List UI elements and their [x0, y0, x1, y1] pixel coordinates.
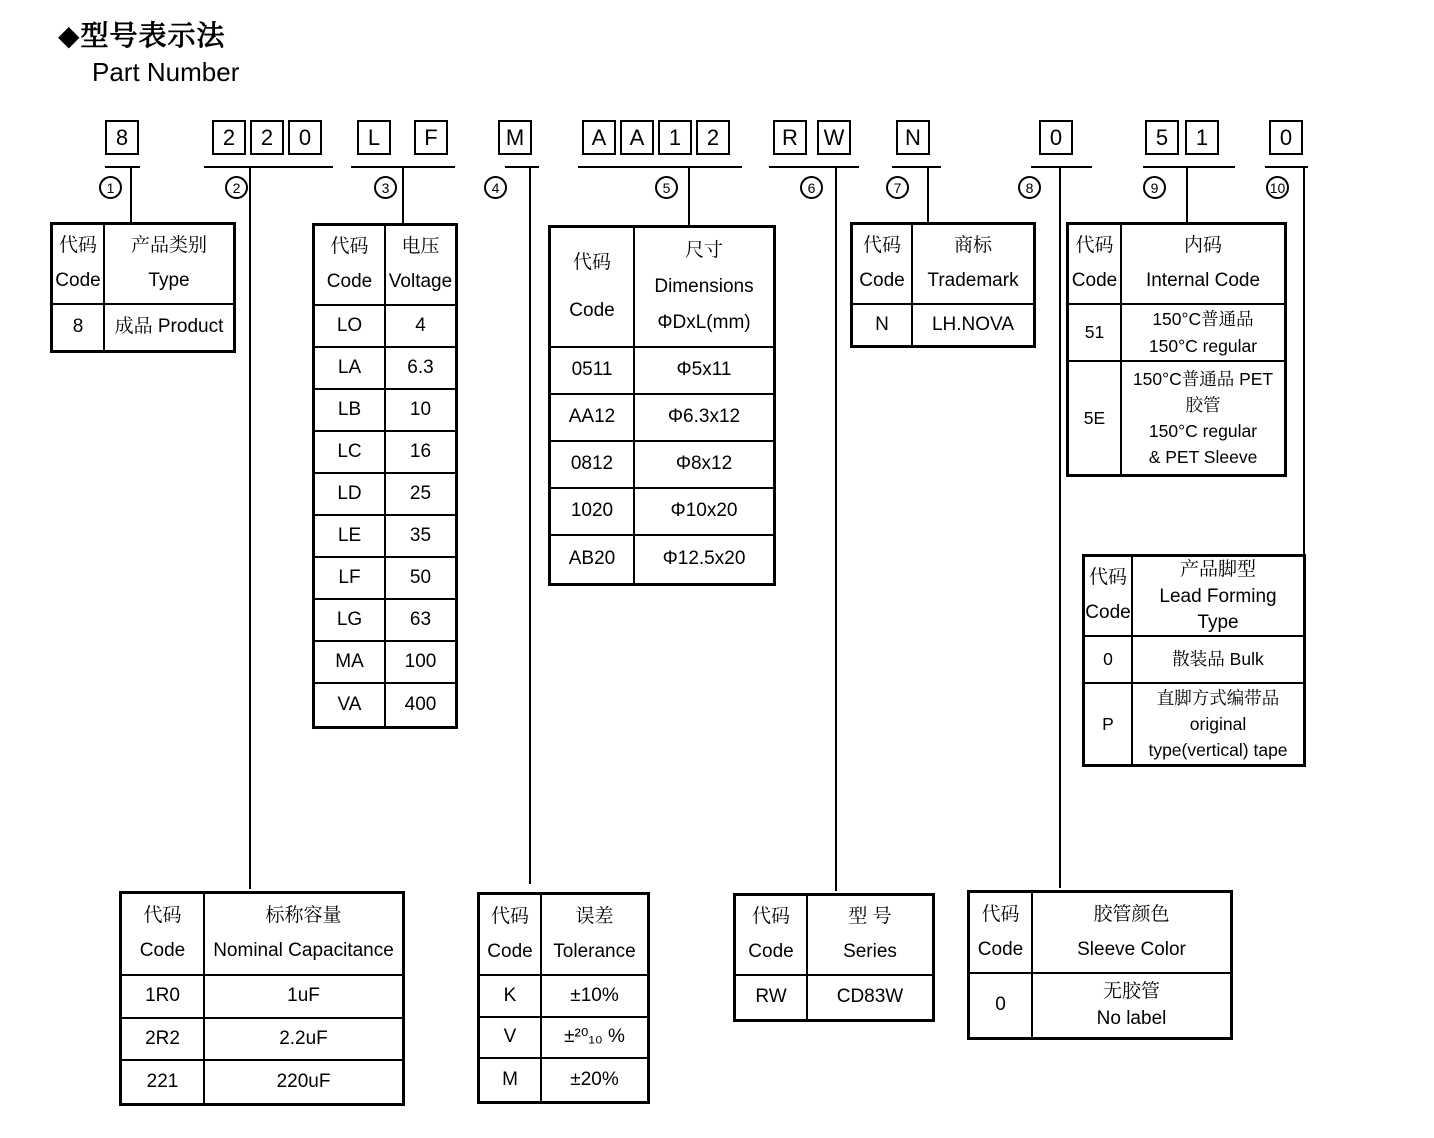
table-text: Nominal Capacitance	[213, 940, 394, 962]
connector-line	[249, 167, 251, 889]
table-text: M	[502, 1068, 518, 1090]
group-underline	[105, 166, 140, 168]
table-header-cell	[1033, 893, 1230, 972]
table-text: 150°C regular	[1148, 421, 1258, 441]
table-cell	[315, 642, 386, 682]
table-text: 胶管	[1185, 394, 1221, 415]
table-header-cell	[853, 225, 913, 303]
part-number-box: 0	[1039, 120, 1073, 155]
table-text: & PET Sleeve	[1148, 447, 1258, 468]
table-row	[315, 516, 455, 558]
table-cell	[542, 1059, 647, 1101]
table-text: LF	[338, 566, 361, 588]
table-text: Lead Forming	[1159, 585, 1277, 607]
table-text: Φ10x20	[670, 500, 738, 522]
table-cell	[635, 395, 773, 440]
group-number-badge: 4	[484, 176, 507, 199]
table-cell	[551, 536, 635, 583]
table-text: 63	[409, 608, 432, 630]
table-header-cell	[480, 895, 542, 974]
table-text: 220uF	[276, 1070, 331, 1092]
table-cell	[315, 600, 386, 640]
table-cell	[315, 432, 386, 472]
table-text: MA	[335, 650, 364, 672]
table-text: 成品 Product	[114, 316, 224, 338]
table-text: 150°C regular	[1148, 335, 1258, 356]
table-row	[315, 432, 455, 474]
table-text: 型 号	[848, 906, 892, 928]
table-cell	[1122, 305, 1284, 360]
table-text: AB20	[568, 548, 616, 570]
table-text: Type	[1197, 612, 1239, 634]
part-number-box: A	[620, 120, 654, 155]
table-text: original	[1189, 713, 1247, 734]
table-text: 0511	[571, 359, 613, 381]
table-text: Code	[977, 938, 1024, 960]
table-text: Code	[1071, 270, 1118, 292]
group-number-badge: 5	[655, 176, 678, 199]
table-text: Code	[55, 270, 101, 292]
table-text: Code	[487, 940, 533, 962]
group-number-badge: 10	[1266, 176, 1289, 199]
table-header-row	[122, 894, 402, 976]
table-text: Code	[569, 299, 615, 321]
table-text: 代码	[143, 904, 182, 926]
table-text: 100	[404, 650, 437, 672]
table-row	[853, 305, 1033, 345]
table-text: 标称容量	[265, 904, 342, 926]
group-underline	[1265, 166, 1308, 168]
table-text: CD83W	[836, 986, 904, 1008]
table-text: 0812	[570, 453, 614, 475]
table-cell	[1069, 362, 1122, 474]
table-header-cell	[122, 894, 205, 974]
table-cell	[551, 489, 635, 534]
table-header-cell	[808, 896, 932, 974]
table-cell	[1069, 305, 1122, 360]
part-number-box: W	[817, 120, 851, 155]
table-text: VA	[337, 693, 362, 715]
table-text: ±10%	[570, 984, 619, 1006]
table-text: 150°C普通品	[1152, 309, 1254, 330]
table-row	[970, 974, 1230, 1037]
table-text: ±20%	[570, 1068, 619, 1090]
table-cell	[386, 432, 455, 472]
table-header-cell	[913, 225, 1033, 303]
group-number-badge: 7	[886, 176, 909, 199]
group-underline	[505, 166, 539, 168]
table-cell	[386, 348, 455, 388]
table-header-cell	[1069, 225, 1122, 303]
connector-line	[835, 167, 837, 891]
group-underline	[1031, 166, 1092, 168]
part-number-box: F	[414, 120, 448, 155]
table-text: 51	[1084, 322, 1105, 343]
part-number-box: 1	[1185, 120, 1219, 155]
table-text: Sleeve Color	[1077, 938, 1186, 960]
page-title-chinese: ◆型号表示法	[58, 20, 226, 51]
table-cell	[386, 600, 455, 640]
table-cell	[53, 305, 105, 350]
table-cell	[1085, 684, 1133, 764]
table-row	[551, 348, 773, 395]
connector-line	[927, 167, 929, 222]
table-text: 内码	[1183, 235, 1222, 257]
table-text: 2R2	[145, 1027, 180, 1049]
table-header-cell	[1085, 557, 1133, 635]
table-cell	[105, 305, 233, 350]
table-text: 误差	[575, 905, 614, 927]
group-number-badge: 3	[374, 176, 397, 199]
table-row	[315, 348, 455, 390]
table-text: 4	[415, 314, 426, 336]
table-cell	[913, 305, 1033, 345]
table-internal-code	[1066, 222, 1287, 477]
group-number-badge: 2	[225, 176, 248, 199]
table-text: 5E	[1083, 407, 1106, 428]
table-text: LB	[337, 398, 362, 420]
table-text: 0	[995, 994, 1006, 1016]
table-cell	[736, 976, 808, 1019]
table-text: Tolerance	[553, 940, 636, 962]
table-row	[551, 489, 773, 536]
table-cell	[122, 1019, 205, 1059]
table-header-cell	[1122, 225, 1284, 303]
table-text: 商标	[953, 235, 992, 257]
part-number-box: N	[896, 120, 930, 155]
table-text: LC	[337, 440, 362, 462]
table-row	[551, 442, 773, 489]
table-row	[315, 390, 455, 432]
table-row	[551, 536, 773, 583]
table-text: P	[1102, 713, 1114, 734]
table-text: 0	[1103, 649, 1113, 670]
table-cell	[1133, 684, 1303, 764]
group-underline	[769, 166, 859, 168]
table-row	[122, 1019, 402, 1061]
table-row	[551, 395, 773, 442]
table-text: 产品脚型	[1179, 559, 1256, 580]
table-text: LE	[337, 524, 362, 546]
group-underline	[204, 166, 333, 168]
table-text: Code	[859, 270, 905, 292]
page-title-english: Part Number	[92, 57, 240, 87]
table-text: 10	[409, 398, 432, 420]
table-text: V	[503, 1026, 517, 1048]
table-text: 代码	[981, 903, 1020, 925]
table-text: 35	[409, 524, 432, 546]
part-number-box: M	[498, 120, 532, 155]
table-cell	[551, 442, 635, 487]
table-header-cell	[105, 225, 233, 303]
table-row	[315, 474, 455, 516]
table-row	[53, 305, 233, 350]
table-header-cell	[635, 228, 773, 346]
table-cell	[122, 976, 205, 1017]
table-cell	[480, 1059, 542, 1101]
table-text: Voltage	[388, 271, 453, 293]
table-cell	[1133, 637, 1303, 682]
table-cell	[635, 442, 773, 487]
table-row	[315, 642, 455, 684]
table-header-row	[1069, 225, 1284, 305]
table-text: ±²⁰₁₀ %	[564, 1026, 625, 1048]
table-text: 50	[409, 566, 432, 588]
table-cell	[315, 684, 386, 726]
table-cell	[386, 642, 455, 682]
table-text: 1020	[570, 500, 614, 522]
table-cell	[315, 558, 386, 598]
table-row	[480, 1018, 647, 1059]
table-cell	[122, 1061, 205, 1103]
table-text: 代码	[58, 235, 97, 257]
table-row	[480, 1059, 647, 1101]
table-text: Code	[326, 271, 373, 293]
table-cell	[970, 974, 1033, 1037]
table-text: LD	[337, 482, 362, 504]
table-series	[733, 893, 935, 1022]
table-text: RW	[755, 986, 787, 1008]
table-cell	[542, 1018, 647, 1057]
table-text: type(vertical) tape	[1148, 740, 1288, 761]
table-header-row	[315, 226, 455, 306]
table-text: 直脚方式编带品	[1156, 687, 1280, 708]
table-text: Dimensions	[654, 275, 754, 297]
table-capacitance	[119, 891, 405, 1106]
table-text: 400	[404, 693, 437, 715]
table-cell	[315, 390, 386, 430]
table-header-cell	[970, 893, 1033, 972]
table-text: 150°C普通品 PET	[1132, 368, 1274, 389]
table-text: LH.NOVA	[931, 313, 1014, 335]
table-cell	[635, 536, 773, 583]
connector-line	[529, 167, 531, 884]
part-number-box: 2	[250, 120, 284, 155]
table-text: Internal Code	[1145, 270, 1261, 292]
table-text: 代码	[862, 235, 901, 257]
table-cell	[808, 976, 932, 1019]
table-cell	[386, 684, 455, 726]
table-header-cell	[736, 896, 808, 974]
table-text: 散装品 Bulk	[1172, 649, 1264, 670]
table-text: 代码	[330, 236, 369, 258]
group-number-badge: 1	[99, 176, 122, 199]
table-cell	[386, 558, 455, 598]
table-text: 1R0	[145, 985, 180, 1007]
table-header-cell	[315, 226, 386, 304]
part-number-box: 8	[105, 120, 139, 155]
table-cell	[551, 395, 635, 440]
group-underline	[578, 166, 742, 168]
table-cell	[480, 1018, 542, 1057]
table-header-cell	[205, 894, 402, 974]
table-text: LG	[336, 608, 363, 630]
table-text: 尺寸	[684, 239, 723, 261]
group-underline	[1143, 166, 1235, 168]
table-header-row	[53, 225, 233, 305]
connector-line	[1059, 167, 1061, 888]
table-cell	[1085, 637, 1133, 682]
table-row	[122, 976, 402, 1019]
table-header-row	[970, 893, 1230, 974]
part-number-box: 2	[696, 120, 730, 155]
table-cell	[315, 474, 386, 514]
connector-line	[1186, 167, 1188, 222]
table-text: Code	[1085, 602, 1131, 624]
table-row	[122, 1061, 402, 1103]
part-number-box: A	[582, 120, 616, 155]
table-header-cell	[542, 895, 647, 974]
table-text: Code	[748, 941, 794, 963]
table-text: 2.2uF	[279, 1027, 328, 1049]
table-header-cell	[386, 226, 455, 304]
table-header-row	[551, 228, 773, 348]
table-cell	[205, 1061, 402, 1103]
table-text: Type	[148, 270, 190, 292]
table-header-cell	[1133, 557, 1303, 635]
group-number-badge: 9	[1143, 176, 1166, 199]
table-text: Φ5x11	[676, 359, 732, 381]
table-text: LO	[336, 314, 363, 336]
table-text: Φ8x12	[675, 453, 733, 475]
table-cell	[635, 489, 773, 534]
table-text: 16	[409, 440, 432, 462]
table-tolerance	[477, 892, 650, 1104]
table-row	[315, 306, 455, 348]
connector-line	[1303, 167, 1305, 554]
table-text: N	[875, 313, 889, 335]
table-cell	[635, 348, 773, 393]
table-text: K	[503, 984, 517, 1006]
table-row	[480, 976, 647, 1018]
table-sleeve-color	[967, 890, 1233, 1040]
table-text: Φ6.3x12	[667, 406, 741, 428]
table-row	[315, 558, 455, 600]
table-cell	[315, 516, 386, 556]
table-cell	[386, 474, 455, 514]
table-row	[1069, 305, 1284, 362]
part-number-box: 1	[658, 120, 692, 155]
table-row	[1085, 684, 1303, 764]
table-header-row	[480, 895, 647, 976]
table-text: 代码	[751, 906, 790, 928]
connector-line	[402, 167, 404, 223]
table-text: 221	[146, 1070, 179, 1092]
part-number-box: 2	[212, 120, 246, 155]
table-row	[315, 600, 455, 642]
table-text: No label	[1096, 1007, 1167, 1029]
table-cell	[386, 390, 455, 430]
table-cell	[205, 1019, 402, 1059]
table-cell	[386, 306, 455, 346]
group-number-badge: 8	[1018, 176, 1041, 199]
table-text: Series	[843, 941, 897, 963]
table-cell	[315, 348, 386, 388]
table-text: 25	[409, 482, 432, 504]
table-text: 代码	[1075, 235, 1114, 257]
table-cell	[1122, 362, 1284, 474]
table-row	[1069, 362, 1284, 474]
table-text: 代码	[572, 251, 611, 273]
table-cell	[551, 348, 635, 393]
table-row	[1085, 637, 1303, 684]
table-row	[315, 684, 455, 726]
table-text: 6.3	[407, 356, 434, 378]
table-cell	[386, 516, 455, 556]
table-dimensions	[548, 225, 776, 586]
connector-line	[688, 167, 690, 225]
group-underline	[892, 166, 941, 168]
table-text: Code	[139, 940, 186, 962]
group-number-badge: 6	[800, 176, 823, 199]
table-text: AA12	[568, 406, 616, 428]
table-text: 胶管颜色	[1093, 903, 1170, 925]
part-number-box: 5	[1145, 120, 1179, 155]
table-header-cell	[53, 225, 105, 303]
table-text: 代码	[1088, 567, 1127, 589]
table-text: 1uF	[287, 985, 320, 1007]
part-number-box: 0	[1269, 120, 1303, 155]
table-cell	[480, 976, 542, 1016]
part-number-box: L	[357, 120, 391, 155]
table-cell	[315, 306, 386, 346]
table-text: 8	[72, 316, 84, 338]
table-text: 产品类别	[130, 235, 207, 257]
table-text: 无胶管	[1102, 980, 1160, 1002]
table-text: 电压	[401, 236, 440, 258]
table-text: LA	[337, 356, 362, 378]
table-header-row	[1085, 557, 1303, 637]
table-cell	[853, 305, 913, 345]
connector-line	[130, 167, 132, 222]
table-text: Φ12.5x20	[662, 548, 746, 570]
table-header-cell	[551, 228, 635, 346]
table-cell	[542, 976, 647, 1016]
table-cell	[1033, 974, 1230, 1037]
table-header-row	[736, 896, 932, 976]
table-voltage	[312, 223, 458, 729]
table-cell	[205, 976, 402, 1017]
table-lead-forming	[1082, 554, 1306, 767]
table-trademark	[850, 222, 1036, 348]
part-number-box: 0	[288, 120, 322, 155]
table-text: Trademark	[927, 270, 1019, 292]
table-product-type	[50, 222, 236, 353]
table-header-row	[853, 225, 1033, 305]
part-number-box: R	[773, 120, 807, 155]
table-text: ΦDxL(mm)	[657, 311, 751, 333]
table-text: 代码	[490, 905, 529, 927]
table-row	[736, 976, 932, 1019]
